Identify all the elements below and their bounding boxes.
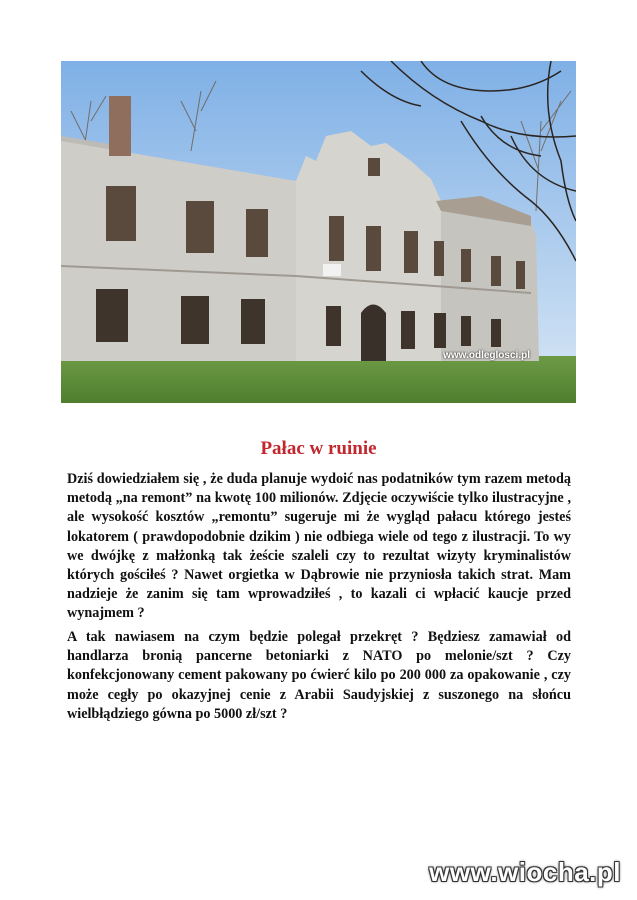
palace-ruin-photo [61, 61, 576, 403]
page-title: Pałac w ruinie [260, 438, 377, 459]
site-watermark: www.wiocha.pl [429, 857, 621, 887]
paragraph-1: Dziś dowiedziałem się , że duda planuje wydoić nas podatników tym razem metodą metodą „na remont” na kwotę 100 milionów. Zdjęcie oczywiście tylko ilustracyjne , ale wysokość kosztów „remontu” sugeruje mi że wygląd pałacu którego jesteś lokatorem ( prawdopodobnie dzikim ) nie odbiega wiele od tego z ilustracji. To wy we dwójkę z małżonką tak żeście szaleli czy to rezultat wizyty kryminalistów których gościłeś ? Nawet orgietka w Dąbrowie nie przyniosła takich strat. Mam nadzieje że zanim się tam wprowadziłeś , to kazali ci wpłacić kaucje przed wynajmem ? [67, 471, 571, 622]
photo-watermark: www.odleglosci.pl [443, 350, 530, 361]
paragraph-2: A tak nawiasem na czym będzie polegał przekręt ? Będziesz zamawiał od handlarza bronią pancerne betoniarki z NATO po melonie/szt ? Czy konfekcjonowany cement pakowany po ćwierć kilo po 200 000 za opakowanie , czy może cegły po okazyjnej cenie z Arabii Saudyjskiej z suszonego na słońcu wielbłądziego gówna po 5000 zł/szt ? [67, 629, 571, 722]
